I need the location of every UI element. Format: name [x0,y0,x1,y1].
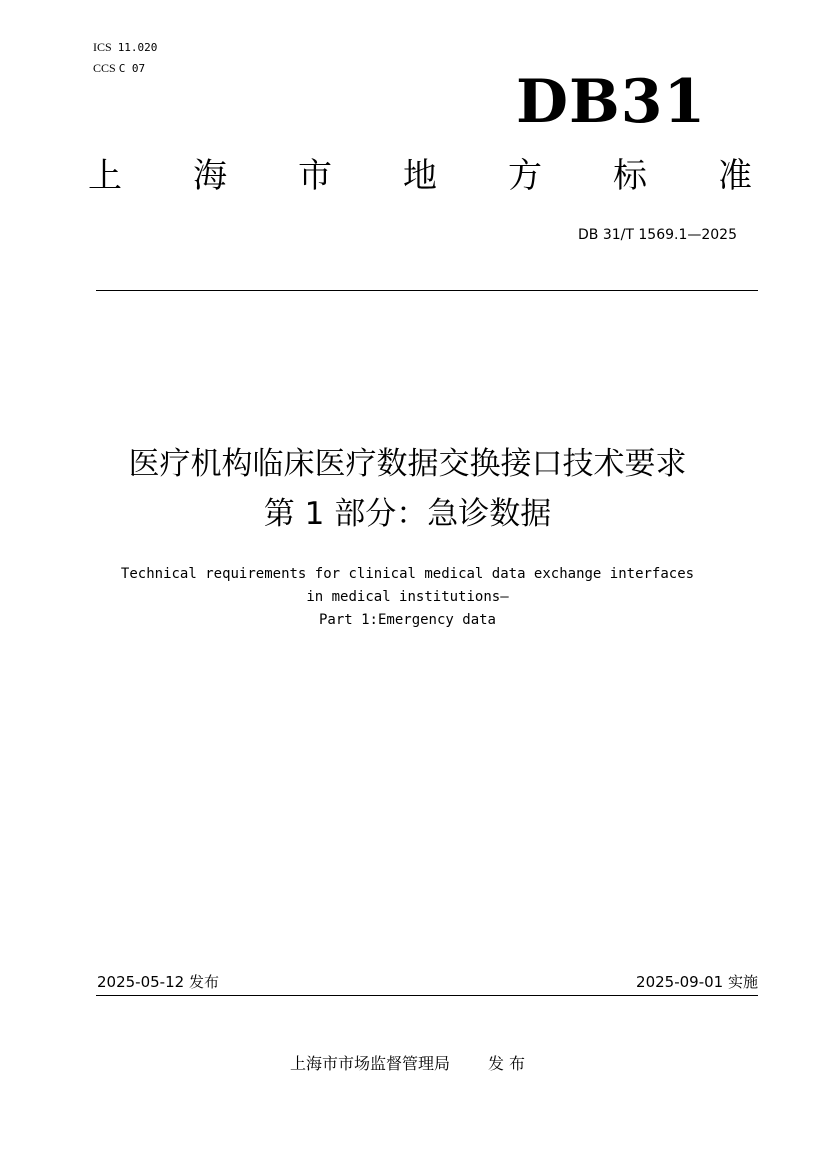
standard-type-char: 市 [298,156,332,196]
chinese-title-line-1: 医疗机构临床医疗数据交换接口技术要求 [128,446,687,482]
english-title-line-2: in medical institutions— [306,589,509,605]
ccs-code [93,61,145,76]
ics-label: ICS [93,40,112,54]
standard-type-char: 准 [718,156,752,196]
header-divider [96,290,758,291]
ics-code [93,40,157,55]
chinese-title-line-2: 第 1 部分：急诊数据 [263,496,552,532]
english-title-line-3: Part 1:Emergency data [318,612,496,628]
db31-logo: DB31 [516,67,707,137]
implementation-date: 2025-09-01 实施 [636,973,758,991]
publisher-name: 上海市市场监督管理局 [289,1054,450,1073]
ics-value: 11.020 [117,41,158,54]
standard-type-char: 上 [88,156,122,196]
ccs-label: CCS [93,61,116,75]
footer-divider [96,995,758,996]
standard-type-char: 标 [613,156,647,196]
standard-number: DB 31/T 1569.1—2025 [578,227,737,243]
standard-type-char: 海 [193,156,227,196]
standard-type-char: 方 [508,156,542,196]
english-title-line-1: Technical requirements for clinical medical data exchange interfaces [120,566,695,582]
ccs-value: C 07 [118,62,146,75]
publisher [0,1053,815,1075]
standard-type-char: 地 [403,156,437,196]
standard-type-title [88,154,752,198]
issue-date: 2025-05-12 发布 [97,973,219,991]
publisher-action: 发 布 [487,1054,526,1073]
